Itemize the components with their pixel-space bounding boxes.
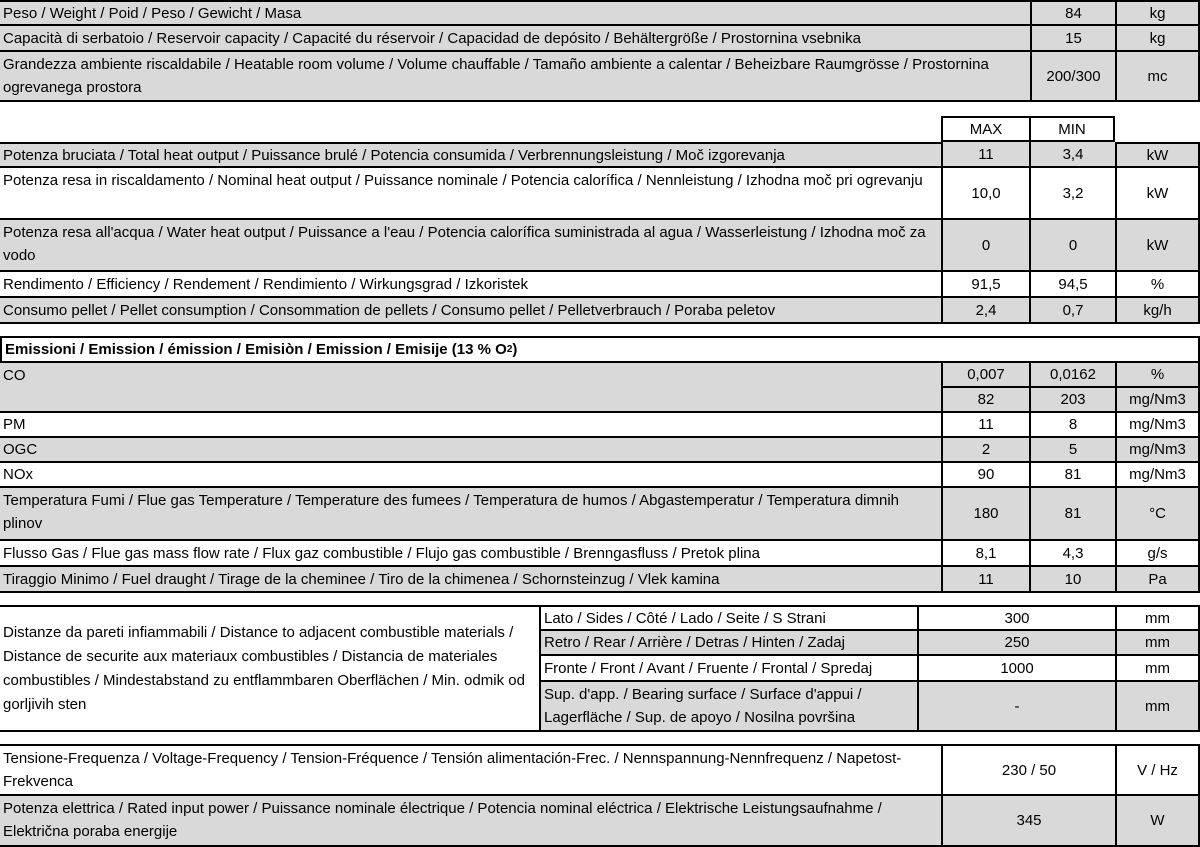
performance-row-label: Potenza resa in riscaldamento / Nominal heat output / Puissance nominale / Potencia calorífica / Nennleistung / Izhodna moč pri ogrevanju — [0, 168, 941, 220]
emission-row-min: 4,3 — [1029, 541, 1115, 567]
emissions-title-text: Emissioni / Emission / émission / Emisiòn / Emission / Emisije (13 % O — [5, 341, 507, 358]
emission-co-min-percent: 0,0162 — [1029, 363, 1115, 388]
electrical-row-label: Tensione-Frequenza / Voltage-Frequency / Tension-Fréquence / Tensión alimentación-Frec. / Nennspannung-Nennfrequenz / Napetost-Frekvenca — [0, 744, 941, 796]
emission-row-min: 81 — [1029, 488, 1115, 541]
distance-unit: mm — [1115, 605, 1200, 631]
emission-co-unit-percent: % — [1115, 363, 1200, 388]
label-text: Flusso Gas / Flue gas mass flow rate / Flux gaz combustible / Flujo gas combustible / Brenngasfluss / Pretok plina — [3, 544, 760, 562]
performance-row-label — [0, 298, 941, 324]
performance-row-min: 3,2 — [1029, 168, 1115, 220]
distance-side-label — [541, 631, 917, 656]
distance-value: 300 — [917, 605, 1115, 631]
emission-row-unit: mg/Nm3 — [1115, 438, 1200, 463]
emission-row-label — [0, 567, 941, 593]
distance-value: 1000 — [917, 656, 1115, 682]
label-text: Potenza bruciata / Total heat output / Puissance brulé / Potencia consumida / Verbrennungsleistung / Moč izgorevanja — [3, 146, 785, 164]
distance-side-label — [541, 656, 917, 682]
performance-row-max: 0 — [941, 220, 1029, 272]
performance-row-max: 2,4 — [941, 298, 1029, 324]
label-text: Capacità di serbatoio / Reservoir capacity / Capacité du réservoir / Capacidad de depósito / Behältergröße / Prostornina vsebnika — [3, 29, 861, 47]
label-text: Fronte / Front / Avant / Fruente / Frontal / Spredaj — [544, 659, 873, 677]
label-text: Rendimento / Efficiency / Rendement / Rendimiento / Wirkungsgrad / Izkoristek — [3, 275, 528, 293]
performance-row-min: 94,5 — [1029, 272, 1115, 298]
distance-unit: mm — [1115, 682, 1200, 732]
performance-row-unit: kW — [1115, 168, 1200, 220]
emissions-title: Emissioni / Emission / émission / Emisiòn / Emission / Emisije (13 % O 2 ) — [0, 336, 1200, 363]
emission-row-label: CO — [0, 363, 941, 413]
label-text: PM — [3, 416, 26, 433]
general-row-label: Grandezza ambiente riscaldabile / Heatable room volume / Volume chauffable / Tamaño ambiente a calentar / Beheizbare Raumgrösse / Prostornina ogrevanega prostora — [0, 52, 1030, 102]
emission-row-max: 2 — [941, 438, 1029, 463]
emission-row-unit: mg/Nm3 — [1115, 463, 1200, 488]
emission-row-label: Temperatura Fumi / Flue gas Temperature / Temperature des fumees / Temperatura de humos / Abgastemperatur / Temperatura dimnih plinov — [0, 488, 941, 541]
emission-row-max: 11 — [941, 413, 1029, 438]
performance-row-label — [0, 142, 941, 168]
emission-co-unit-mg: mg/Nm3 — [1115, 388, 1200, 413]
performance-row-max: 91,5 — [941, 272, 1029, 298]
general-row-unit: mc — [1115, 52, 1200, 102]
label-text: Peso / Weight / Poid / Peso / Gewicht / Masa — [3, 4, 302, 22]
distance-unit: mm — [1115, 631, 1200, 656]
emissions-title-end: ) — [512, 341, 518, 358]
electrical-row-value: 230 / 50 — [941, 744, 1115, 796]
emission-row-min: 81 — [1029, 463, 1115, 488]
emission-row-min: 5 — [1029, 438, 1115, 463]
general-row-unit: kg — [1115, 26, 1200, 52]
performance-row-min: 3,4 — [1029, 142, 1115, 168]
emission-row-unit: g/s — [1115, 541, 1200, 567]
label-text: Consumo pellet / Pellet consumption / Consommation de pellets / Consumo pellet / Pelletverbrauch / Poraba peletov — [3, 301, 776, 319]
general-row-value: 200/300 — [1030, 52, 1115, 102]
performance-row-unit: kW — [1115, 142, 1200, 168]
label-text: Tiraggio Minimo / Fuel draught / Tirage de la cheminee / Tiro de la chimenea / Schornsteinzug / Vlek kamina — [3, 570, 720, 588]
performance-row-min: 0,7 — [1029, 298, 1115, 324]
distance-side-label: Sup. d'app. / Bearing surface / Surface d'appui / Lagerfläche / Sup. de apoyo / Nosilna površina — [541, 682, 917, 732]
emission-row-label — [0, 413, 941, 438]
emission-row-unit: Pa — [1115, 567, 1200, 593]
performance-row-max: 11 — [941, 142, 1029, 168]
distance-unit: mm — [1115, 656, 1200, 682]
distances-label — [0, 605, 541, 732]
emission-co-max-percent: 0,007 — [941, 363, 1029, 388]
general-row-label — [0, 26, 1030, 52]
max-column-header: MAX — [941, 116, 1029, 142]
performance-row-unit: kW — [1115, 220, 1200, 272]
performance-row-unit: % — [1115, 272, 1200, 298]
performance-row-unit: kg/h — [1115, 298, 1200, 324]
general-row-value: 84 — [1030, 0, 1115, 26]
emission-row-label — [0, 541, 941, 567]
performance-row-min: 0 — [1029, 220, 1115, 272]
electrical-row-value: 345 — [941, 796, 1115, 847]
emission-row-max: 11 — [941, 567, 1029, 593]
label-text: Retro / Rear / Arrière / Detras / Hinten / Zadaj — [544, 634, 845, 651]
performance-row-max: 10,0 — [941, 168, 1029, 220]
distance-value: - — [917, 682, 1115, 732]
emission-row-unit: mg/Nm3 — [1115, 413, 1200, 438]
label-text: OGC — [3, 441, 38, 458]
emission-row-max: 90 — [941, 463, 1029, 488]
emission-row-label — [0, 463, 941, 488]
label-text: NOx — [3, 466, 33, 483]
distance-value: 250 — [917, 631, 1115, 656]
general-row-label — [0, 0, 1030, 26]
emission-row-unit: °C — [1115, 488, 1200, 541]
emission-co-max-mg: 82 — [941, 388, 1029, 413]
electrical-row-unit: V / Hz — [1115, 744, 1200, 796]
electrical-row-label: Potenza elettrica / Rated input power / Puissance nominale électrique / Potencia nominal eléctrica / Elektrische Leistungsaufnahme / Električna poraba energije — [0, 796, 941, 847]
min-column-header: MIN — [1029, 116, 1115, 142]
emission-row-min: 10 — [1029, 567, 1115, 593]
emission-row-max: 180 — [941, 488, 1029, 541]
label-text: Lato / Sides / Côté / Lado / Seite / S Strani — [544, 609, 826, 627]
emission-row-label — [0, 438, 941, 463]
emission-row-max: 8,1 — [941, 541, 1029, 567]
general-row-unit: kg — [1115, 0, 1200, 26]
performance-row-label: Potenza resa all'acqua / Water heat output / Puissance a l'eau / Potencia calorífica suministrada al agua / Wasserleistung / Izhodna moč za vodo — [0, 220, 941, 272]
emission-co-min-mg: 203 — [1029, 388, 1115, 413]
distance-side-label — [541, 605, 917, 631]
distances-label-text: Distanze da pareti infiammabili / Distance to adjacent combustible materials / Distance de securite aux materiaux combustibles / Distancia de materiales combustibles / Mindestabstand zu entflammbaren Oberflächen / Min. odmik od gorljivih sten — [3, 623, 525, 713]
emission-row-min: 8 — [1029, 413, 1115, 438]
electrical-row-unit: W — [1115, 796, 1200, 847]
performance-row-label — [0, 272, 941, 298]
general-row-value: 15 — [1030, 26, 1115, 52]
